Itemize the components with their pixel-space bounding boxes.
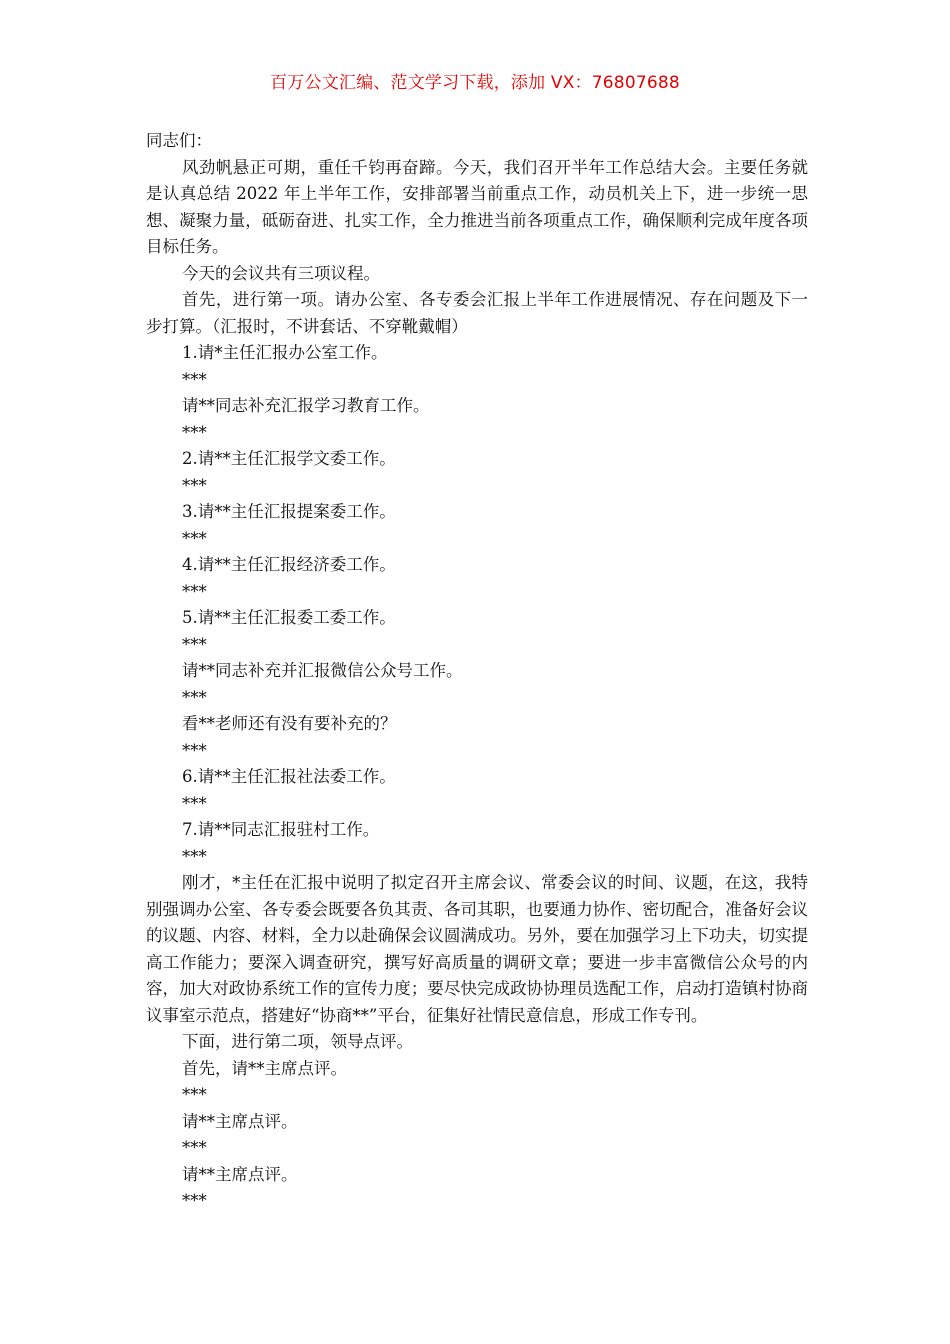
paragraph: 风劲帆悬正可期，重任千钧再奋蹄。今天，我们召开半年工作总结大会。主要任务就是认真总结 2022 年上半年工作，安排部署当前重点工作，动员机关上下，进一步统一思想、凝聚力量，砥砺奋进、扎实工作，全力推进当前各项重点工作，确保顺利完成年度各项目标任务。 [146,157,808,256]
paragraph: *** [182,528,207,548]
paragraph: 下面，进行第二项，领导点评。 [182,1032,413,1051]
paragraph: *** [182,1085,207,1104]
paragraph: 2.请**主任汇报学文委工作。 [182,449,396,468]
paragraph: 1.请*主任汇报办公室工作。 [182,343,388,362]
paragraph: 4.请**主任汇报经济委工作。 [182,555,396,574]
paragraph: *** [182,581,207,601]
paragraph: 刚才，*主任在汇报中说明了拟定召开主席会议、常委会议的时间、议题，在这，我特别强调办公室、各专委会既要各负其责、各司其职，也要通力协作、密切配合，准备好会议的议题、内容、材料，全力以赴确保会议圆满成功。另外，要在加强学习上下功夫，切实提高工作能力；要深入调查研究，撰写好高质量的调研文章；要进一步丰富微信公众号的内容，加大对政协系统工作的宣传力度；要尽快完成政协协理员选配工作，启动打造镇村协商议事室示范点，搭建好“协商**”平台，征集好社情民意信息，形成工作专刊。 [146,873,808,1025]
paragraph: *** [182,369,207,389]
paragraph: 请**同志补充并汇报微信公众号工作。 [182,661,463,680]
paragraph: 今天的会议共有三项议程。 [182,263,380,283]
paragraph: *** [182,846,207,866]
document-body [146,128,808,1215]
paragraph-list [146,155,808,1215]
paragraph: *** [182,422,207,442]
paragraph: *** [182,1138,207,1157]
paragraph: 3.请**主任汇报提案委工作。 [182,502,396,521]
paragraph: 看**老师还有没有要补充的？ [182,714,397,733]
paragraph: 7.请**同志汇报驻村工作。 [182,820,380,839]
paragraph: 5.请**主任汇报委工委工作。 [182,608,396,627]
paragraph: *** [182,687,207,707]
paragraph: 首先，请**主席点评。 [182,1058,347,1078]
paragraph: 请**同志补充汇报学习教育工作。 [182,396,430,415]
paragraph: 首先，进行第一项。请办公室、各专委会汇报上半年工作进展情况、存在问题及下一步打算。（汇报时，不讲套话、不穿靴戴帽） [146,290,808,336]
paragraph: *** [182,740,207,760]
paragraph: *** [182,475,207,495]
paragraph: *** [182,793,207,813]
paragraph: 请**主席点评。 [182,1164,298,1184]
paragraph: 6.请**主任汇报社法委工作。 [182,767,396,786]
paragraph: *** [182,634,207,654]
paragraph: *** [182,1191,207,1210]
greeting: 同志们： [146,131,212,150]
paragraph: 请**主席点评。 [182,1111,298,1131]
watermark-header: 百万公文汇编、范文学习下载，添加 VX：76807688 [270,73,680,93]
